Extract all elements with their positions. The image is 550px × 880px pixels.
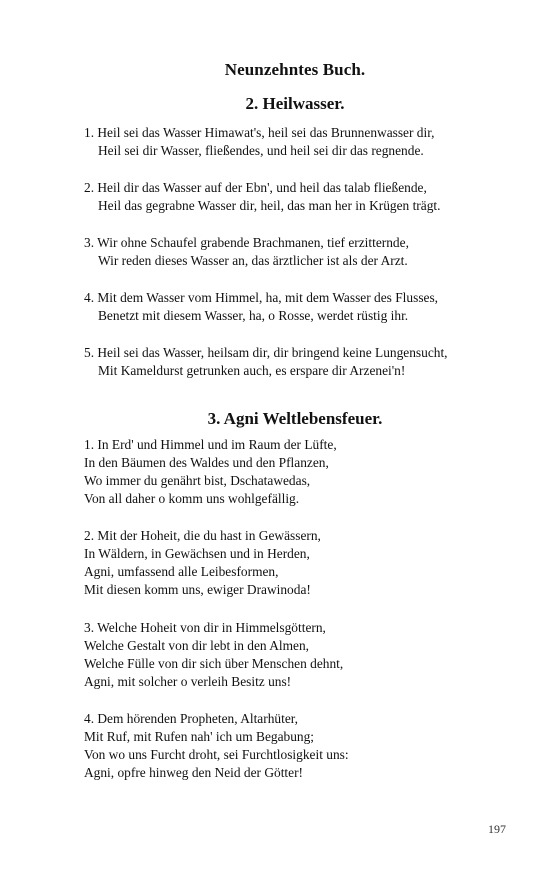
stanza <box>84 619 343 691</box>
verse-line: 1. Heil sei das Wasser Himawat's, heil sei das Brunnenwasser dir, <box>84 125 435 140</box>
verse-line: Agni, opfre hinweg den Neid der Götter! <box>84 765 304 780</box>
stanza <box>84 234 409 270</box>
stanza <box>84 344 448 380</box>
verse-line: 3. Wir ohne Schaufel grabende Brachmanen, tief erzitternde, <box>84 235 409 250</box>
verse-line: 3. Welche Hoheit von dir in Himmelsgöttern, <box>84 620 326 635</box>
page-number: 197 <box>488 822 506 836</box>
section-title-agni: 3. Agni Weltlebensfeuer. <box>207 409 383 428</box>
verse-line: 2. Mit der Hoheit, die du hast in Gewässern, <box>84 528 321 543</box>
verse-line: Von all daher o komm uns wohlgefällig. <box>84 491 300 506</box>
verse-line: 4. Dem hörenden Propheten, Altarhüter, <box>84 711 299 726</box>
stanza <box>84 436 337 508</box>
verse-line: Mit diesen komm uns, ewiger Drawinoda! <box>84 582 311 597</box>
section-title-heilwasser: 2. Heilwasser. <box>245 94 345 113</box>
verse-line: In den Bäumen des Waldes und den Pflanzen, <box>84 455 329 470</box>
stanza <box>84 179 440 215</box>
verse-line: Wo immer du genährt bist, Dschatawedas, <box>84 473 311 488</box>
verse-line: 4. Mit dem Wasser vom Himmel, ha, mit dem Wasser des Flusses, <box>84 290 439 305</box>
stanza <box>84 710 349 782</box>
verse-line: 5. Heil sei das Wasser, heilsam dir, dir bringend keine Lungensucht, <box>84 345 448 360</box>
book-title: Neunzehntes Buch. <box>224 60 366 79</box>
verse-line: Welche Fülle von dir sich über Menschen dehnt, <box>84 656 344 671</box>
stanza <box>84 527 321 599</box>
verse-line: Von wo uns Furcht droht, sei Furchtlosigkeit uns: <box>84 747 349 762</box>
verse-line: Heil das gegrabne Wasser dir, heil, das man her in Krügen trägt. <box>98 198 441 213</box>
verse-line: Welche Gestalt von dir lebt in den Almen, <box>84 638 310 653</box>
verse-line: 2. Heil dir das Wasser auf der Ebn', und heil das talab fließende, <box>84 180 427 195</box>
verse-line: In Wäldern, in Gewächsen und in Herden, <box>84 546 310 561</box>
verse-line: 1. In Erd' und Himmel und im Raum der Lüfte, <box>84 437 337 452</box>
verse-line: Agni, mit solcher o verleih Besitz uns! <box>84 674 292 689</box>
stanza <box>84 124 435 160</box>
verse-line: Heil sei dir Wasser, fließendes, und heil sei dir das regnende. <box>98 143 424 158</box>
verse-line: Agni, umfassend alle Leibesformen, <box>84 564 279 579</box>
verse-line: Mit Kameldurst getrunken auch, es erspare dir Arzenei'n! <box>98 363 406 378</box>
verse-line: Benetzt mit diesem Wasser, ha, o Rosse, werdet rüstig ihr. <box>98 308 409 323</box>
verse-line: Mit Ruf, mit Rufen nah' ich um Begabung; <box>84 729 315 744</box>
stanza <box>84 289 438 325</box>
verse-line: Wir reden dieses Wasser an, das ärztlicher ist als der Arzt. <box>98 253 408 268</box>
